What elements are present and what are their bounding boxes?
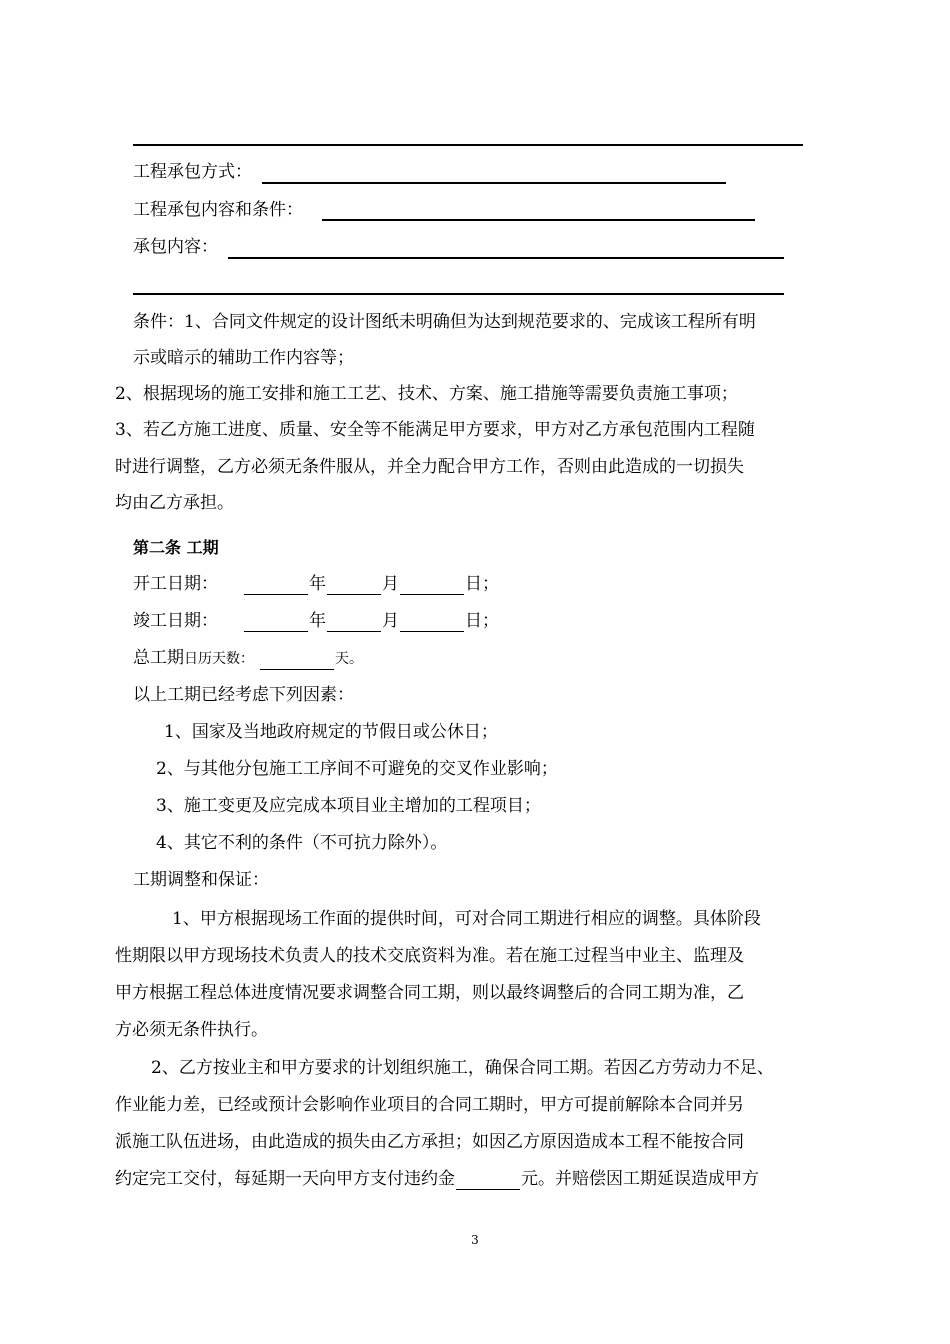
adjust-p1-line-4: 方必须无条件执行。 [115,1020,268,1040]
adjust-p2-line-2: 作业能力差，已经或预计会影响作业项目的合同工期时，甲方可提前解除本合同并另 [115,1095,744,1115]
year-blank [244,576,308,595]
month-blank [327,613,381,632]
month-label: 月 [382,611,399,631]
day-label: 日； [465,574,499,594]
field-label: 工程承包内容和条件： [133,200,303,220]
calendar-days-label: 日历天数： [184,651,254,667]
month-blank [327,576,381,595]
start-date-label: 开工日期： [133,574,218,594]
factor-3: 3、施工变更及应完成本项目业主增加的工程项目； [156,796,541,816]
day-blank [400,576,464,595]
field-contract-method [133,161,252,183]
day-label: 日； [465,611,499,631]
adjust-p2-line-4 [115,1168,759,1190]
field-label: 工程承包方式： [133,162,252,182]
days-unit: 天。 [335,651,363,667]
blank-line-contract-content-conditions [322,219,755,221]
month-label: 月 [382,574,399,594]
condition-1-line-2: 示或暗示的辅助工作内容等； [133,348,354,368]
day-blank [400,613,464,632]
field-contract-content-conditions [133,199,303,221]
penalty-text: 约定完工交付，每延期一天向甲方支付违约金 [115,1169,455,1189]
penalty-amount-blank [456,1171,520,1190]
adjust-p1-line-3: 甲方根据工程总体进度情况要求调整合同工期，则以最终调整后的合同工期为准，乙 [115,983,744,1003]
article-2-heading: 第二条 工期 [133,538,219,557]
factor-2: 2、与其他分包施工工序间不可避免的交叉作业影响； [156,759,558,779]
factor-4: 4、其它不利的条件（不可抗力除外）。 [156,833,448,853]
year-blank [244,613,308,632]
adjust-p2-line-1: 2、乙方按业主和甲方要求的计划组织施工，确保合同工期。若因乙方劳动力不足、 [151,1058,774,1078]
field-content [133,236,218,258]
condition-3-line-1: 3、若乙方施工进度、质量、安全等不能满足甲方要求，甲方对乙方承包范围内工程随 [115,420,755,440]
condition-3-line-3: 均由乙方承担。 [115,493,234,513]
adjust-p2-line-3: 派施工队伍进场，由此造成的损失由乙方承担；如因乙方原因造成本工程不能按合同 [115,1132,744,1152]
total-duration-label: 总工期 [133,648,184,668]
adjust-p1-line-2: 性期限以甲方现场技术负责人的技术交底资料为准。若在施工过程当中业主、监理及 [115,946,744,966]
field-label: 承包内容： [133,237,218,257]
year-label: 年 [309,574,326,594]
end-date-row [133,610,499,632]
page-number: 3 [471,1233,479,1247]
end-date-label: 竣工日期： [133,611,218,631]
start-date-row [133,573,499,595]
adjust-p1-line-1: 1、甲方根据现场工作面的提供时间，可对合同工期进行相应的调整。具体阶段 [172,909,761,929]
adjust-heading: 工期调整和保证： [133,870,269,890]
factor-1: 1、国家及当地政府规定的节假日或公休日； [164,722,498,742]
year-label: 年 [309,611,326,631]
blank-line-top [133,144,803,146]
penalty-text-cont: 元。并赔偿因工期延误造成甲方 [521,1169,759,1189]
total-duration-row [133,647,363,670]
days-blank [260,651,334,670]
blank-line-content [228,257,784,259]
blank-line-contract-method [262,182,726,184]
condition-2: 2、根据现场的施工安排和施工工艺、技术、方案、施工措施等需要负责施工事项； [115,384,738,404]
condition-3-line-2: 时进行调整，乙方必须无条件服从，并全力配合甲方工作，否则由此造成的一切损失 [115,457,744,477]
condition-1-line-1: 条件：1、合同文件规定的设计图纸未明确但为达到规范要求的、完成该工程所有明 [133,312,756,332]
factors-intro: 以上工期已经考虑下列因素： [133,685,354,705]
blank-line-content-2 [133,293,784,295]
